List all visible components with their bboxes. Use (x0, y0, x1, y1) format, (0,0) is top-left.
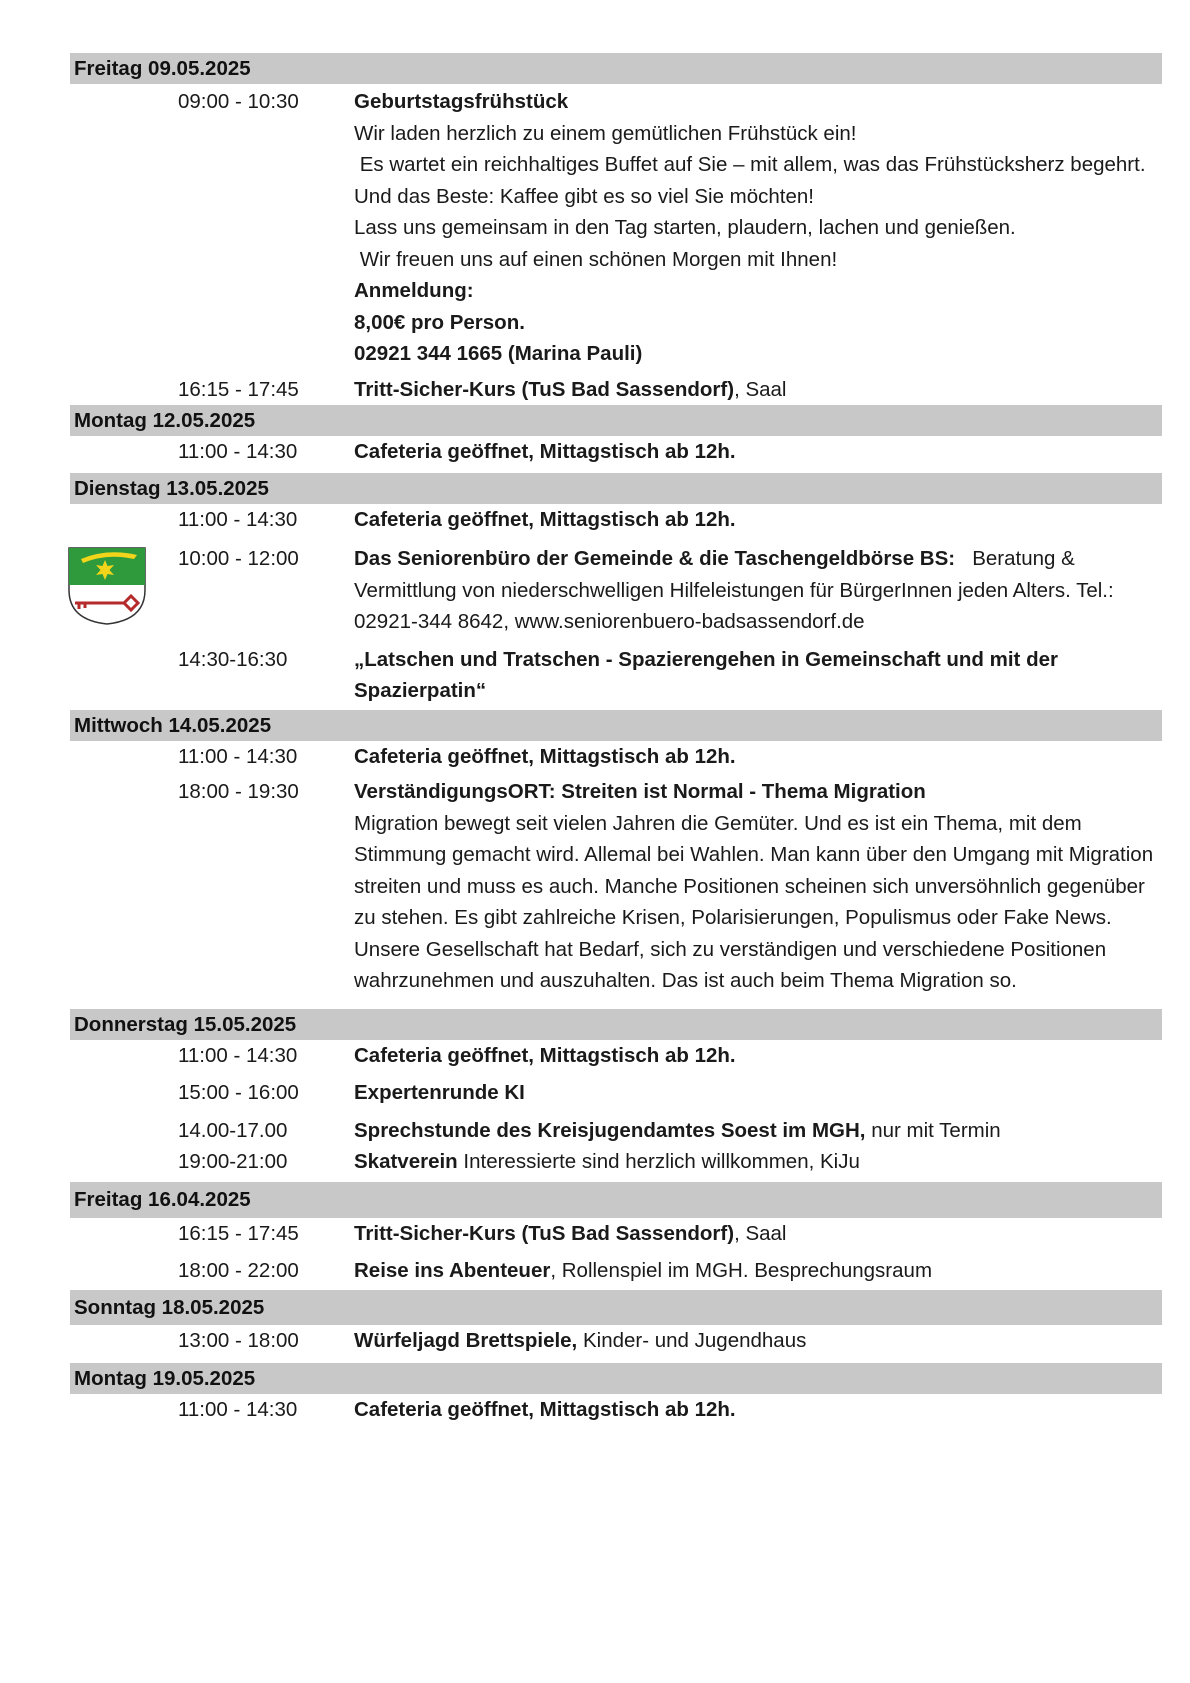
event-title: Cafeteria geöffnet, Mittagstisch ab 12h. (354, 744, 736, 768)
event-description (354, 776, 1162, 997)
municipal-crest-icon (67, 546, 147, 626)
event-row (70, 436, 1162, 468)
event-time: 11:00 - 14:30 (178, 1043, 298, 1067)
event-row (70, 504, 1162, 536)
contact-phone: 02921 344 1665 (Marina Pauli) (354, 342, 643, 365)
event-row (70, 1077, 1162, 1109)
event-detail: , Rollenspiel im MGH. Besprechungsraum (550, 1259, 933, 1282)
event-title: Das Seniorenbüro der Gemeinde & die Taschengeldbörse BS: (354, 547, 956, 570)
event-text: Wir laden herzlich zu einem gemütlichen Frühstück ein! (354, 121, 857, 145)
event-row (70, 1394, 1162, 1426)
day-header: Montag 12.05.2025 (70, 405, 1162, 436)
event-title: Cafeteria geöffnet, Mittagstisch ab 12h. (354, 1043, 736, 1067)
event-text: Es wartet ein reichhaltiges Buffet auf Sie – mit allem, was das Frühstücksherz begehrt. Und das Beste: Kaffee gibt es so viel Sie möchten! (354, 153, 1152, 208)
event-title: Sprechstunde des Kreisjugendamtes Soest im MGH, (354, 1118, 866, 1142)
event-time: 14.00-17.00 (178, 1118, 288, 1142)
event-time: 11:00 - 14:30 (178, 1398, 298, 1421)
event-time: 16:15 - 17:45 (178, 377, 299, 401)
event-row (70, 374, 1162, 406)
event-time: 14:30-16:30 (178, 647, 288, 671)
registration-label: Anmeldung: (354, 279, 474, 302)
day-header: Freitag 16.04.2025 (70, 1182, 1162, 1218)
day-header: Sonntag 18.05.2025 (70, 1290, 1162, 1325)
event-title: VerständigungsORT: Streiten ist Normal - Thema Migration (354, 780, 926, 803)
event-detail: , Saal (734, 1221, 787, 1245)
event-title: Cafeteria geöffnet, Mittagstisch ab 12h. (354, 507, 736, 531)
day-header: Mittwoch 14.05.2025 (70, 710, 1162, 741)
event-title: Cafeteria geöffnet, Mittagstisch ab 12h. (354, 440, 736, 463)
event-title: Reise ins Abenteuer (354, 1259, 551, 1282)
event-row (70, 741, 1162, 773)
event-time: 11:00 - 14:30 (178, 440, 298, 463)
event-row (70, 86, 1162, 370)
event-detail: Interessierte sind herzlich willkommen, KiJu (457, 1150, 860, 1173)
event-row (70, 1115, 1162, 1147)
event-text: Wir freuen uns auf einen schönen Morgen mit Ihnen! (354, 247, 838, 271)
event-detail: Kinder- und Jugendhaus (577, 1328, 807, 1352)
event-description (354, 1115, 1162, 1147)
event-detail: Beratung & Vermittlung von niederschwelligen Hilfeleistungen für BürgerInnen jeden Alters. Tel.: 02921-344 8642, www.seniorenbuero-badsassendorf.de (354, 547, 1120, 633)
event-description (354, 1218, 1162, 1250)
event-time: 18:00 - 22:00 (178, 1259, 299, 1282)
event-time: 16:15 - 17:45 (178, 1221, 299, 1245)
event-time: 11:00 - 14:30 (178, 507, 298, 531)
event-text: Lass uns gemeinsam in den Tag starten, plaudern, lachen und genießen. (354, 216, 1016, 239)
event-title: Tritt-Sicher-Kurs (TuS Bad Sassendorf) (354, 377, 735, 401)
event-description (354, 86, 1162, 370)
event-row (70, 1146, 1162, 1178)
event-title: Würfeljagd Brettspiele, (354, 1328, 578, 1352)
event-title: Skatverein (354, 1150, 458, 1173)
event-description (354, 1146, 1162, 1178)
event-title: „Latschen und Tratschen - Spazierengehen in Gemeinschaft und mit der Spazierpatin“ (354, 647, 1058, 702)
event-row (70, 1325, 1162, 1357)
event-time: 15:00 - 16:00 (178, 1081, 299, 1104)
event-title: Expertenrunde KI (354, 1081, 525, 1104)
event-row (70, 1040, 1162, 1072)
event-time: 13:00 - 18:00 (178, 1328, 299, 1352)
event-time: 11:00 - 14:30 (178, 744, 298, 768)
event-description (354, 543, 1162, 638)
event-row (70, 1255, 1162, 1287)
event-description (354, 1255, 1162, 1287)
event-time: 18:00 - 19:30 (178, 780, 299, 803)
event-row (70, 644, 1162, 707)
event-description (354, 374, 1162, 406)
event-row (70, 776, 1162, 997)
event-row (70, 543, 1162, 638)
day-header: Montag 19.05.2025 (70, 1363, 1162, 1394)
event-time: 19:00-21:00 (178, 1150, 288, 1173)
day-header: Donnerstag 15.05.2025 (70, 1009, 1162, 1040)
price-text: 8,00€ pro Person. (354, 310, 525, 334)
event-title: Tritt-Sicher-Kurs (TuS Bad Sassendorf) (354, 1221, 735, 1245)
event-row (70, 1218, 1162, 1250)
event-schedule (70, 53, 1162, 1426)
event-title: Cafeteria geöffnet, Mittagstisch ab 12h. (354, 1398, 736, 1421)
event-detail: nur mit Termin (865, 1118, 1001, 1142)
event-description (354, 1325, 1162, 1357)
event-time: 10:00 - 12:00 (178, 547, 299, 570)
event-time: 09:00 - 10:30 (178, 90, 299, 113)
event-title: Geburtstagsfrühstück (354, 90, 569, 113)
day-header: Dienstag 13.05.2025 (70, 473, 1162, 504)
day-header: Freitag 09.05.2025 (70, 53, 1162, 84)
event-text: Migration bewegt seit vielen Jahren die Gemüter. Und es ist ein Thema, mit dem Stimmung gemacht wird. Allemal bei Wahlen. Man kann über den Umgang mit Migration streiten und muss es auch. Manche Positionen scheinen sich unversöhnlich gegenüber zu stehen. Es gibt zahlreiche Krisen, Polarisierungen, Populismus oder Fake News. Unsere Gesellschaft hat Bedarf, sich zu verständigen und verschiedene Positionen wahrzunehmen und auszuhalten. Das ist auch beim Thema Migration so. (354, 811, 1154, 992)
event-detail: , Saal (734, 377, 787, 401)
